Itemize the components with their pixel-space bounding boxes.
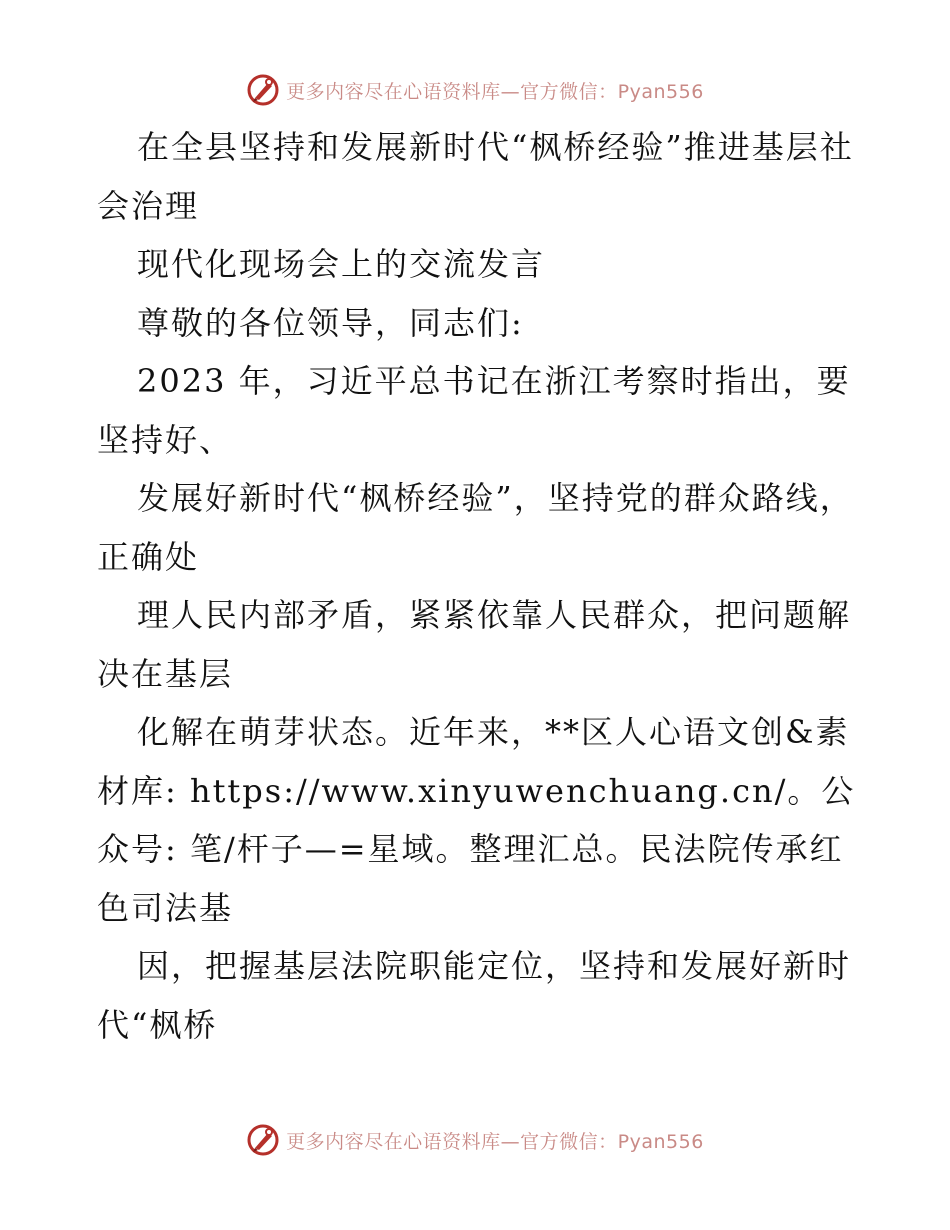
footer-banner-text: 更多内容尽在心语资料库—官方微信：Pyan556 — [286, 1130, 704, 1153]
title-line-2: 现代化现场会上的交流发言 — [137, 245, 546, 283]
paragraph-3: 理人民内部矛盾，紧紧依靠人民群众，把问题解决在基层 — [97, 596, 852, 693]
paragraph-2: 发展好新时代“枫桥经验”，坚持党的群众路线，正确处 — [97, 479, 854, 576]
pen-circle-logo-icon — [246, 73, 280, 107]
document-body — [97, 118, 857, 1054]
pen-circle-logo-icon — [246, 1123, 280, 1157]
header-banner — [0, 70, 950, 110]
footer-banner — [0, 1120, 950, 1160]
header-banner-text: 更多内容尽在心语资料库—官方微信：Pyan556 — [286, 80, 704, 103]
paragraph-5: 因，把握基层法院职能定位，坚持和发展好新时代“枫桥 — [97, 947, 852, 1044]
paragraph-1: 2023 年，习近平总书记在浙江考察时指出，要坚持好、 — [97, 362, 851, 459]
title-line-1: 在全县坚持和发展新时代“枫桥经验”推进基层社会治理 — [97, 128, 854, 225]
salutation: 尊敬的各位领导，同志们: — [137, 303, 524, 342]
paragraph-4: 化解在萌芽状态。近年来，**区人心语文创&素材库: https://www.xinyuwenchuang.cn/。公众号: 笔/杆子—=星域。整理汇总。民法院传承红色司法基 — [97, 713, 856, 927]
